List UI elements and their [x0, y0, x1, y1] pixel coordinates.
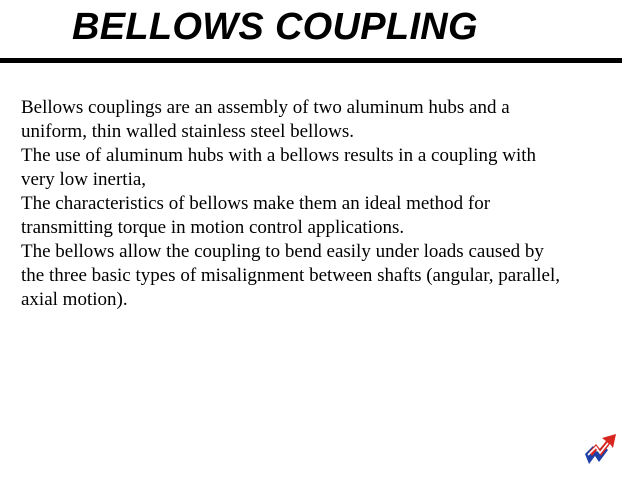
body-line: Bellows couplings are an assembly of two aluminum hubs and a — [21, 97, 510, 118]
arrow-logo-icon — [583, 432, 619, 468]
body-line: axial motion). — [21, 289, 128, 310]
slide-title: BELLOWS COUPLING — [72, 6, 478, 48]
slide-body — [21, 96, 633, 312]
title-divider — [0, 58, 622, 63]
logo-red-part — [589, 434, 616, 456]
body-line: The characteristics of bellows make them an ideal method for — [21, 193, 491, 214]
body-line: uniform, thin walled stainless steel bellows. — [21, 121, 354, 142]
body-line: very low inertia, — [21, 169, 147, 190]
body-line: the three basic types of misalignment between shafts (angular, parallel, — [21, 265, 560, 286]
body-line: The bellows allow the coupling to bend easily under loads caused by — [21, 241, 544, 262]
body-line: The use of aluminum hubs with a bellows results in a coupling with — [21, 145, 537, 166]
body-line: transmitting torque in motion control applications. — [21, 217, 405, 238]
